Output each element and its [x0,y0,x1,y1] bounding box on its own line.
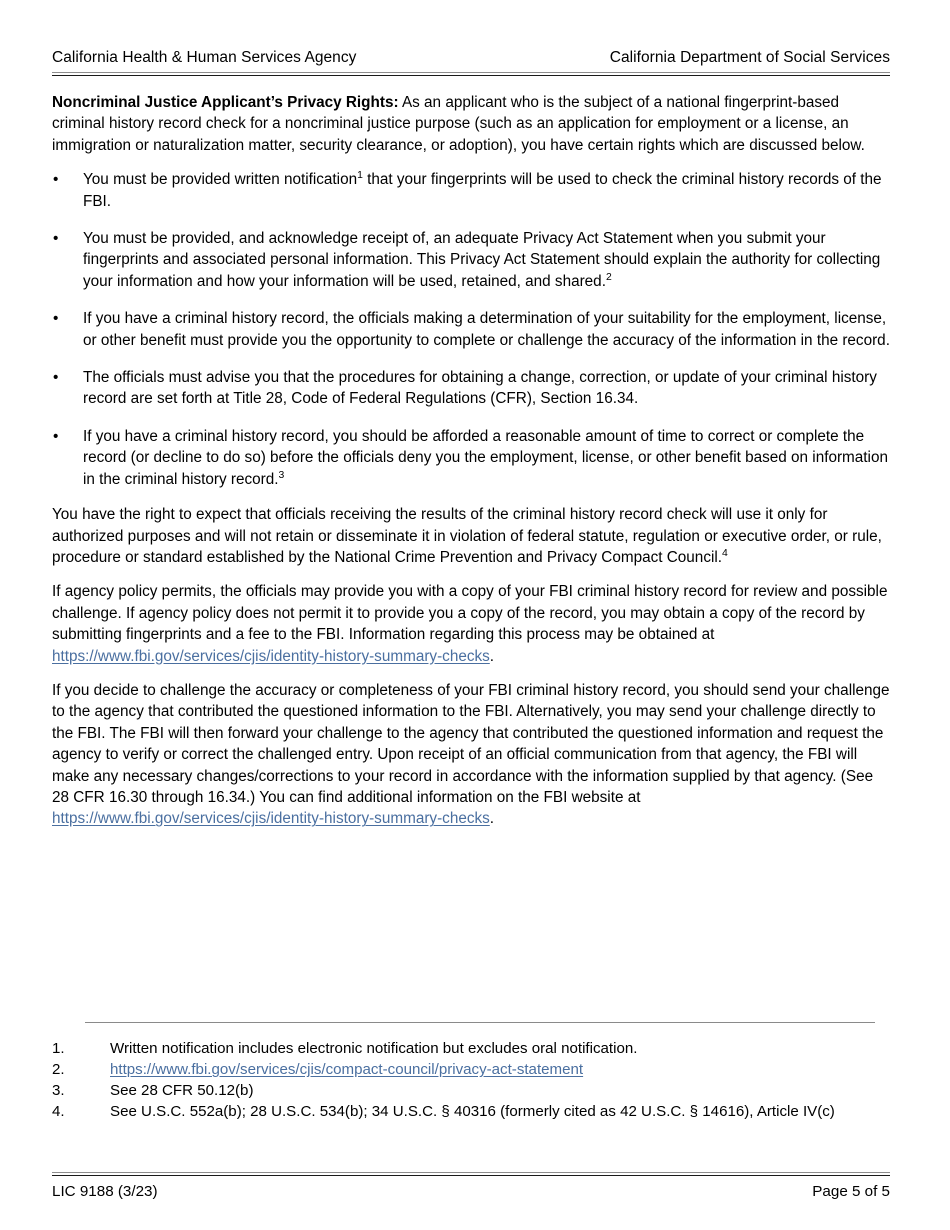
footnote-item [52,1038,892,1059]
footnote-number: 3. [52,1082,65,1099]
copy-request-text: If agency policy permits, the officials may provide you with a copy of your FBI criminal history record for review and possible challenge. If agency policy does not permit it to provide you a copy of the record, you may obtain a copy of the record by submitting fingerprints and a fee to the FBI. Information regarding this process may be obtained at [52,583,888,644]
header-agency-right: California Department of Social Services [609,49,890,66]
intro-text: As an applicant who is the subject of a national fingerprint-based criminal history record check for a noncriminal justice purpose (such as an application for employment or a license, an immigration or naturalization matter, security clearance, or adoption), you have certain rights which are discussed below. [52,94,865,154]
footnote-item [52,1101,892,1122]
bullet-text: If you have a criminal history record, you should be afforded a reasonable amount of time to correct or complete the record (or decline to do so) before the officials deny you the employment, license, or other benefit based on information in the criminal history record. [83,427,888,488]
list-item [52,169,892,212]
footnote-number: 1. [52,1040,65,1057]
bullet-icon: • [53,310,59,328]
bullet-text: If you have a criminal history record, the officials making a determination of your suitability for the employment, license, or other benefit must provide you the opportunity to complete or challenge the accuracy of the information in the record. [83,310,890,349]
footnote-ref[interactable]: 4 [722,547,728,559]
footnote-text: Written notification includes electronic notification but excludes oral notification. [110,1040,638,1057]
footnote-ref[interactable]: 2 [605,271,612,283]
rights-text: You have the right to expect that officials receiving the results of the criminal history record check will use it only for authorized purposes and will not retain or disseminate it in violation of federal statute, regulation or executive order, or rule, procedure or standard established by the National Crime Prevention and Privacy Compact Council. [52,506,882,566]
list-item [52,426,892,490]
document-title: Noncriminal Justice Applicant’s Privacy Rights: [52,94,399,111]
form-identifier: LIC 9188 (3/23) [52,1183,158,1200]
list-item [52,308,892,351]
footnote-item [52,1080,892,1101]
copy-request-paragraph [52,581,892,667]
rights-bullet-list [52,169,892,490]
header-agency-left: California Health & Human Services Agency [52,49,357,66]
list-item [52,228,892,292]
footer-divider-rule [52,1172,890,1176]
challenge-text: If you decide to challenge the accuracy or completeness of your FBI criminal history record, you should send your challenge to the agency that contributed the questioned information to the FBI. Alternatively, you may send your challenge directly to the FBI. The FBI will then forward your challenge to the agency that contributed the questioned information and request the agency to verify or correct the challenged entry. Upon receipt of an official communication from that agency, the FBI will make any necessary changes/corrections to your record in accordance with the information supplied by that agency. (See 28 CFR 16.30 through 16.34.) You can find additional information on the FBI website at [52,681,890,806]
challenge-text-end: . [489,810,495,828]
bullet-icon: • [53,171,59,189]
bullet-text: The officials must advise you that the procedures for obtaining a change, correction, or update of your criminal history record are set forth at Title 28, Code of Federal Regulations (CFR), Section 16.34. [83,369,877,408]
page-footer [52,1182,890,1202]
footnote-text: See U.S.C. 552a(b); 28 U.S.C. 534(b); 34 U.S.C. § 40316 (formerly cited as 42 U.S.C. § 14616), Article IV(c) [110,1103,835,1120]
footnote-number: 2. [52,1061,65,1078]
footnote-list [52,1038,892,1122]
footnote-number: 4. [52,1103,65,1120]
footnote-item [52,1059,892,1080]
footnote-ref[interactable]: 1 [357,170,363,182]
privacy-act-statement-link[interactable]: https://www.fbi.gov/services/cjis/compact-council/privacy-act-statement [110,1061,584,1078]
footnote-text: See 28 CFR 50.12(b) [110,1082,254,1099]
list-item [52,367,892,410]
header-divider-rule [52,72,890,76]
page-number: Page 5 of 5 [812,1183,890,1200]
bullet-icon: • [53,230,59,248]
bullet-text: You must be provided, and acknowledge receipt of, an adequate Privacy Act Statement when you submit your fingerprints and associated personal information. This Privacy Act Statement should explain the authority for collecting your information and how your information will be used, retained, and shared. [83,230,881,290]
footnote-ref[interactable]: 3 [278,469,285,481]
intro-paragraph [52,92,892,156]
rights-paragraph [52,504,892,568]
bullet-icon: • [53,427,59,445]
fbi-identity-history-link[interactable]: https://www.fbi.gov/services/cjis/identity-history-summary-checks [52,647,490,665]
bullet-icon: • [53,369,59,387]
fbi-identity-history-link-2[interactable]: https://www.fbi.gov/services/cjis/identity-history-summary-checks [52,810,490,828]
page-header [52,48,890,68]
bullet-text: You must be provided written notification [83,171,358,189]
footnote-separator-rule [85,1022,875,1023]
document-body [52,92,892,843]
copy-request-text-end: . [489,647,495,665]
challenge-paragraph [52,680,892,830]
bullet-text-cont: that your fingerprints will be used to check the criminal history records of the FBI. [83,171,882,210]
